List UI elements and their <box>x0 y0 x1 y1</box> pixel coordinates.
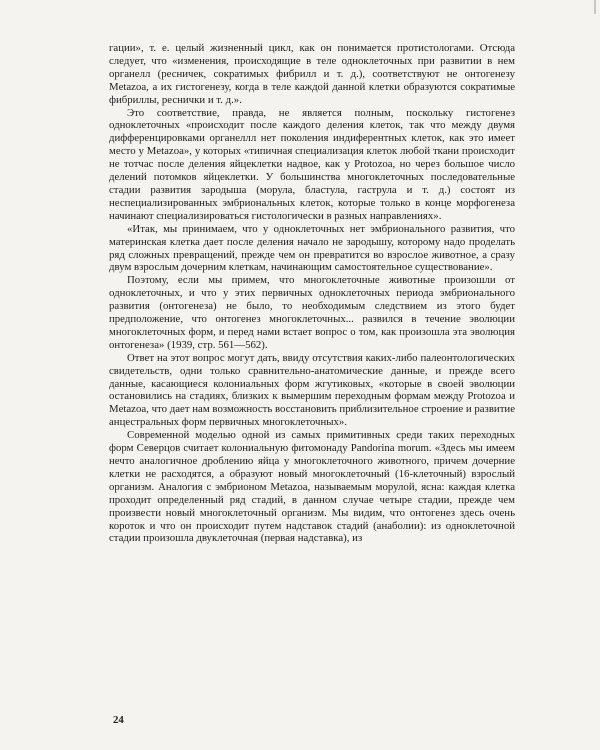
paragraph-2 <box>109 107 515 223</box>
page-body <box>109 42 515 732</box>
paragraph-6-text: Современной моделью одной из самых примитивных среди таких переходных форм Северцов считает колониальную фитомонаду Pandorina morum. «Здесь мы имеем нечто аналогичное дроблению яйца у многоклеточного животного, причем дочерние клетки не расходятся, а образуют новый многоклеточный (16-клеточный) взрослый организм. Аналогия с эмбрионом Metazoa, называемым морулой, ясна: каждая клетка проходит определенный ряд стадий, в данном случае четыре стадии, прежде чем произвести новый многоклеточный организм. Мы видим, что онтогенез здесь очень короток и что он происходит путем надставок стадий (анаболии): из одноклеточной стадии произошла двуклеточная (первая надставка), из <box>109 429 515 545</box>
paragraph-5 <box>109 352 515 429</box>
paragraph-6 <box>109 429 515 545</box>
paragraph-4-text: Поэтому, если мы примем, что многоклеточные животные произошли от одноклеточных, и что у этих первичных одноклеточных периода эмбрионального развития (онтогенеза) не было, то необходимым следствием из этого будет предположение, что онтогенез многоклеточных... развился в течение эволюции многоклеточных форм, и перед нами встает вопрос о том, как произошла эта эволюция онтогенеза» (1939, стр. 561—562). <box>109 274 515 351</box>
page-edge-mark <box>594 0 596 14</box>
paragraph-4 <box>109 274 515 351</box>
page-number: 24 <box>113 714 124 726</box>
paragraph-3-text: «Итак, мы принимаем, что у одноклеточных нет эмбрионального развития, что материнская клетка дает после деления начало не зародышу, которому надо проделать ряд сложных превращений, прежде чем он превратится во взрослое животное, а сразу двум взрослым дочерним клеткам, начинающим самостоятельное существование». <box>109 222 515 274</box>
paragraph-1 <box>109 42 515 107</box>
paragraph-3 <box>109 223 515 275</box>
paragraph-1-text: гации», т. е. целый жизненный цикл, как он понимается протистологами. Отсюда следует, что «изменения, происходящие в теле одноклеточных при развитии в нем органелл (ресничек, сократимых фибрилл и т. д.), соответствуют не онтогенезу Metazoa, а их гистогенезу, когда в теле каждой данной клетки образуются сократимые фибриллы, реснички и т. д.». <box>109 42 515 106</box>
paragraph-5-text: Ответ на этот вопрос могут дать, ввиду отсутствия каких-либо палеонтологических свидетельств, одни только сравнительно-анатомические данные, и прежде всего данные, касающиеся колониальных форм жгутиковых, «которые в своей эволюции остановились на стадиях, близких к вымершим переходным формам между Protozoa и Metazoa, что дает нам возможность восстановить приблизительное строение и развитие анцестральных форм первичных многоклеточных». <box>109 351 515 429</box>
paragraph-2-text: Это соответствие, правда, не является полным, поскольку гистогенез одноклеточных «происходит после каждого деления клеток, так что между двумя дифференцировками органеллл нет поколения индиферентных клеток, как это имеет место у Metazoa», у которых «типичная специализация клеток любой ткани происходит не тотчас после деления яйцеклетки надвое, как у Protozoa, но через большое число делений потомков яйцеклетки. У большинства многоклеточных последовательные стадии развития зародыша (морула, бластула, гаструла и т. д.) состоят из неспециализированных эмбриональных клеток, которые только в конце морфогенеза начинают специализироваться гистологически в разных направлениях». <box>109 106 515 222</box>
